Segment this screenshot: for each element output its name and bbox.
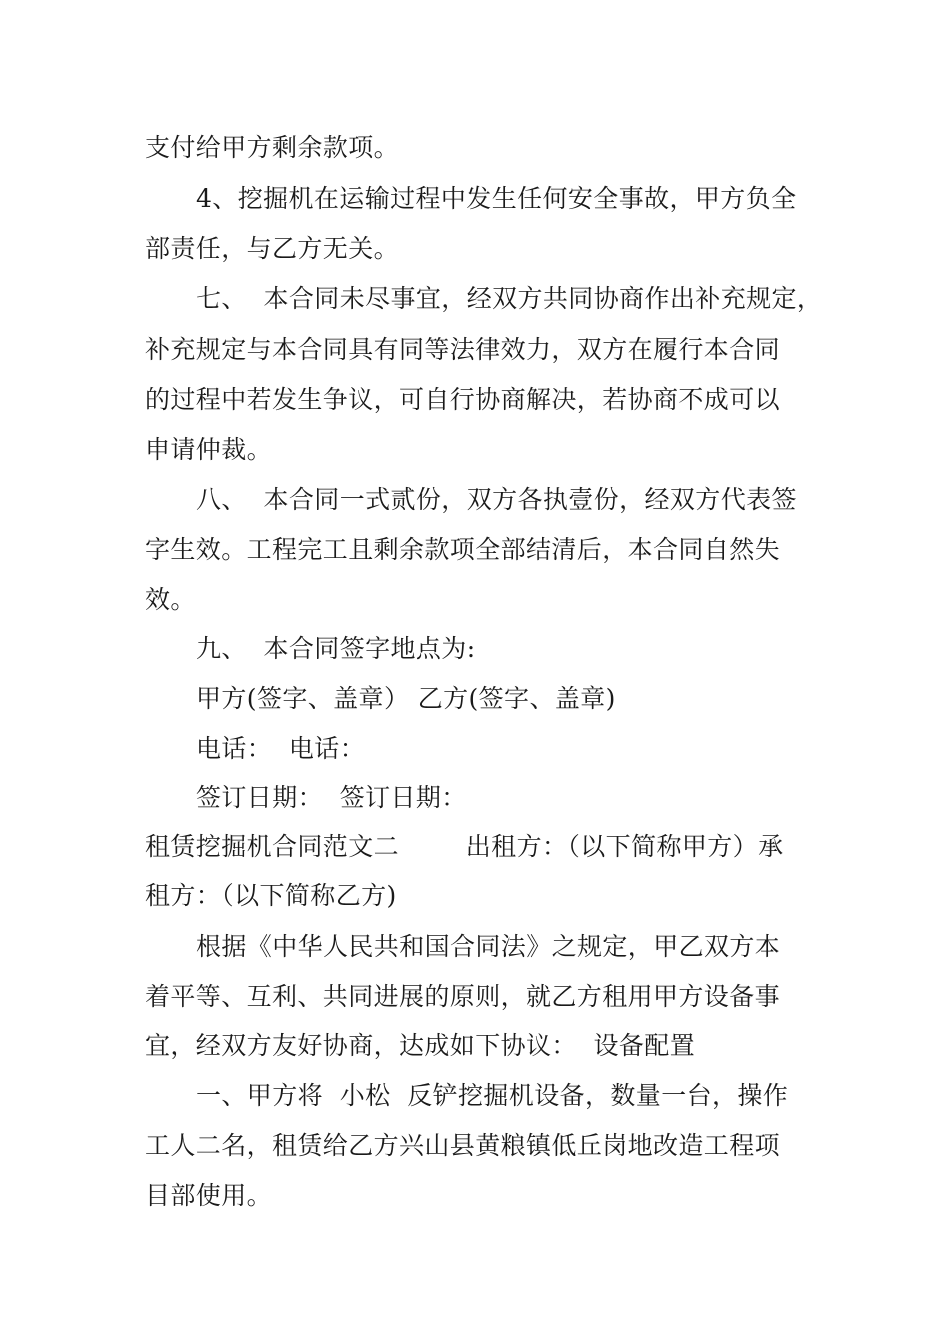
text-line: 效。 xyxy=(145,585,196,614)
text-line: 根据《中华人民共和国合同法》之规定，甲乙双方本 xyxy=(196,932,781,961)
text-line: 的过程中若发生争议，可自行协商解决，若协商不成可以 xyxy=(145,385,781,414)
text-line: 八、 本合同一式贰份，双方各执壹份，经双方代表签 xyxy=(196,485,797,514)
text-line: 目部使用。 xyxy=(145,1181,273,1210)
text-line: 补充规定与本合同具有同等法律效力，双方在履行本合同 xyxy=(145,335,781,364)
text-line: 租方：（以下简称乙方) xyxy=(145,881,397,910)
text-line: 租赁挖掘机合同范文二 出租方：（以下简称甲方）承 xyxy=(145,832,784,861)
text-line: 电话： 电话： xyxy=(196,734,366,763)
text-line: 着平等、互利、共同进展的原则，就乙方租用甲方设备事 xyxy=(145,982,781,1011)
text-line: 七、 本合同未尽事宜，经双方共同协商作出补充规定， xyxy=(196,284,823,313)
text-line: 工人二名，租赁给乙方兴山县黄粮镇低丘岗地改造工程项 xyxy=(145,1131,781,1160)
text-line: 申请仲裁。 xyxy=(145,435,273,464)
text-line: 部责任，与乙方无关。 xyxy=(145,234,400,263)
text-line: 4、挖掘机在运输过程中发生任何安全事故，甲方负全 xyxy=(196,184,797,213)
text-line: 宜，经双方友好协商，达成如下协议： 设备配置 xyxy=(145,1031,696,1060)
text-line: 字生效。工程完工且剩余款项全部结清后，本合同自然失 xyxy=(145,535,781,564)
text-line: 支付给甲方剩余款项。 xyxy=(145,133,400,162)
text-line: 甲方(签字、盖章） 乙方(签字、盖章) xyxy=(196,684,616,713)
text-line: 一、甲方将 小松 反铲挖掘机设备，数量一台，操作 xyxy=(196,1081,789,1110)
text-line: 九、 本合同签字地点为: xyxy=(196,634,476,663)
text-line: 签订日期： 签订日期： xyxy=(196,783,467,812)
